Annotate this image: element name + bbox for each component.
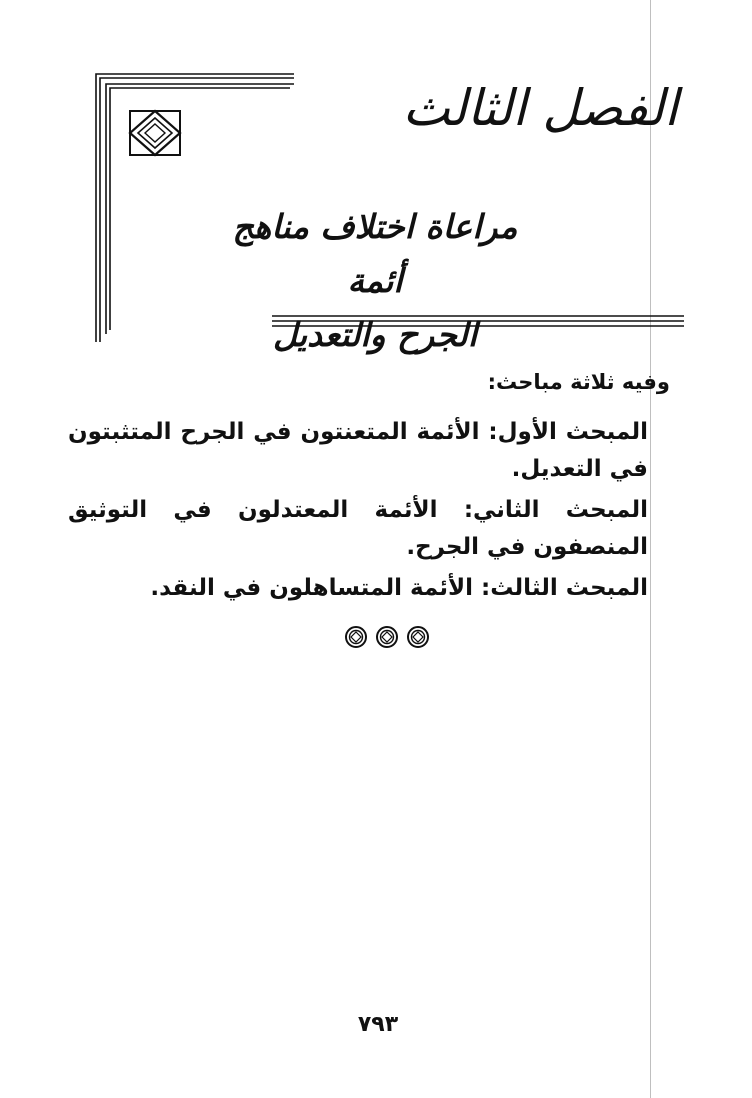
ornament-circle-icon — [408, 627, 428, 647]
page-number: ٧٩٣ — [357, 1012, 399, 1037]
diamond-icon — [124, 107, 186, 159]
ornament-circle-icon — [377, 627, 397, 647]
ornament-circle-icon — [346, 627, 366, 647]
chapter-heading: الفصل الثالث — [402, 79, 678, 137]
topic-item-2: المبحث الثاني: الأئمة المعتدلون في التوثيق المنصفون في الجرح. — [68, 497, 648, 560]
section-end-ornament — [342, 624, 432, 650]
topics-list — [68, 414, 648, 611]
topic-item-3: المبحث الثالث: الأئمة المتساهلون في النقد. — [150, 575, 648, 601]
chapter-title — [200, 200, 550, 362]
chapter-title-line-1: مراعاة اختلاف مناهج أئمة — [232, 207, 518, 300]
sections-intro: وفيه ثلاثة مباحث: — [487, 370, 670, 394]
chapter-title-line-2: الجرح والتعديل — [272, 315, 478, 354]
topic-item-1: المبحث الأول: الأئمة المتعنتون في الجرح المتثبتون في التعديل. — [68, 419, 648, 482]
double-rule-divider — [272, 314, 684, 328]
scan-crease-line — [650, 0, 651, 1098]
